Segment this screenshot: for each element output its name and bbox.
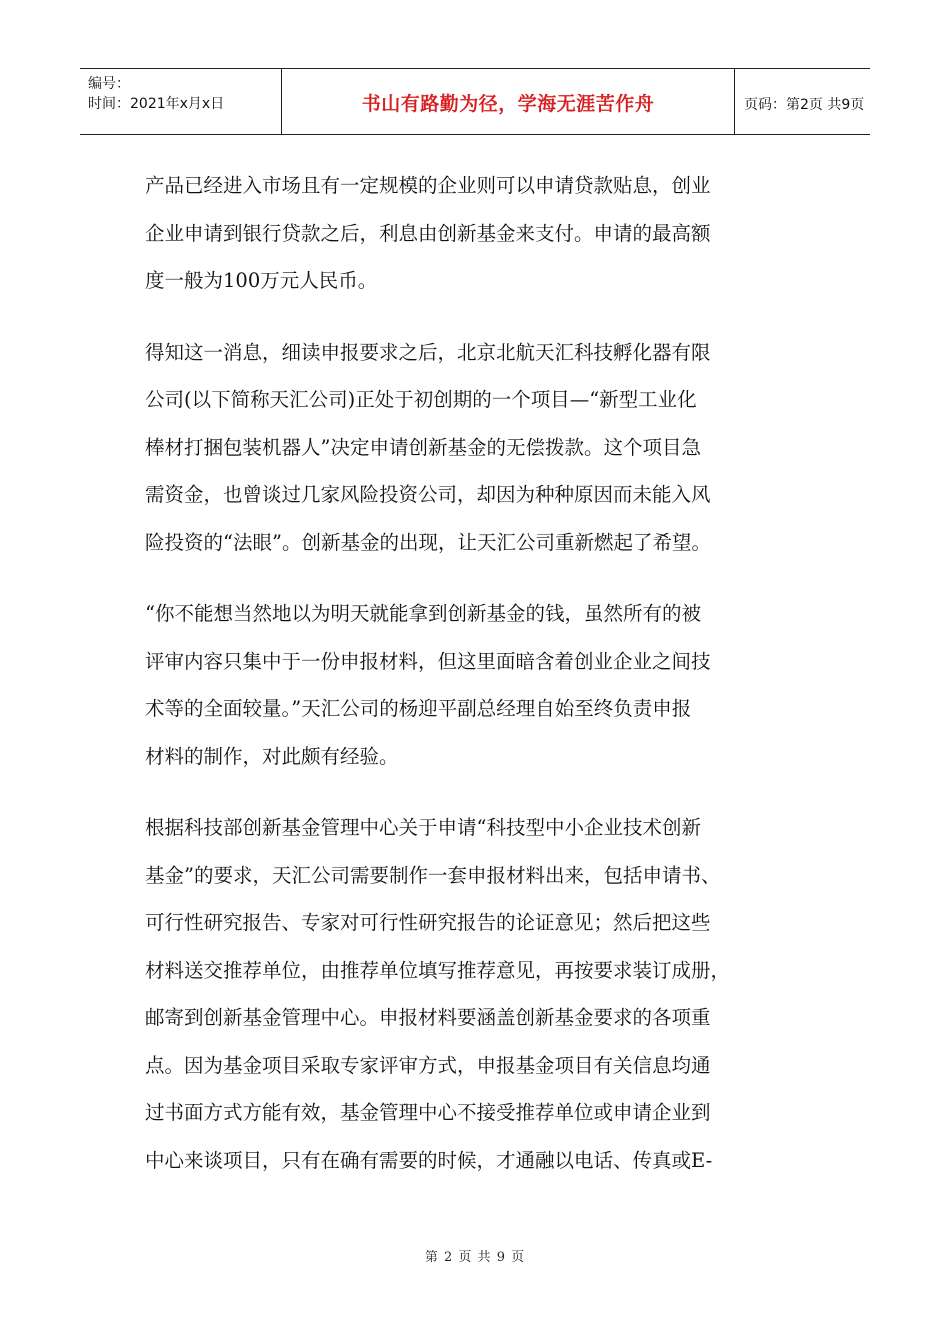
text-line: 产品已经进入市场且有一定规模的企业则可以申请贷款贴息，创业 [145,174,711,197]
text-line: 邮寄到创新基金管理中心。申报材料要涵盖创新基金要求的各项重 [145,1006,711,1029]
text-line: 公司(以下简称天汇公司)正处于初创期的一个项目—“新型工业化 [145,388,697,411]
header-page-code: 页码：第2页 共9页 [744,97,865,113]
text-line: 材料送交推荐单位，由推荐单位填写推荐意见，再按要求装订成册， [145,958,731,982]
text-line: 术等的全面较量。”天汇公司的杨迎平副总经理自始至终负责申报 [145,697,692,720]
text-line: “你不能想当然地以为明天就能拿到创新基金的钱，虽然所有的被 [145,602,701,625]
text-line: 基金”的要求，天汇公司需要制作一套申报材料出来，包括申请书、 [145,863,721,887]
text-line: 棒材打捆包装机器人”决定申请创新基金的无偿拨款。这个项目急 [145,435,701,459]
document-body [145,162,810,1208]
text-line: 得知这一消息，细读申报要求之后，北京北航天汇科技孵化器有限 [145,340,711,364]
text-line: 企业申请到银行贷款之后，利息由创新基金来支付。申请的最高额 [145,221,711,245]
text-line: 险投资的“法眼”。创新基金的出现，让天汇公司重新燃起了希望。 [145,530,711,554]
page-header [80,68,870,135]
text-line: 点。因为基金项目采取专家评审方式，申报基金项目有关信息均通 [145,1053,711,1077]
text-line: 中心来谈项目，只有在确有需要的时候，才通融以电话、传真或E- [145,1148,713,1172]
header-motto-cell [282,69,735,134]
text-line: 可行性研究报告、专家对可行性研究报告的论证意见；然后把这些 [145,911,711,934]
page-footer: 第 2 页 共 9 页 [424,1250,526,1265]
text-line: 评审内容只集中于一份申报材料，但这里面暗含着创业企业之间技 [145,649,711,673]
paragraph [145,162,810,305]
serial-number-label: 编号： [88,76,130,92]
date-label: 时间：2021年x月x日 [88,96,225,112]
text-line: 根据科技部创新基金管理中心关于申请“科技型中小企业技术创新 [145,816,701,839]
header-motto: 书山有路勤为径，学海无涯苦作舟 [361,93,655,115]
header-page-cell [735,69,870,134]
paragraph [145,590,810,780]
text-line: 需资金，也曾谈过几家风险投资公司，却因为种种原因而未能入风 [145,483,711,506]
paragraph [145,329,810,567]
text-line: 材料的制作，对此颇有经验。 [145,744,399,768]
header-meta-cell [80,69,282,134]
text-line: 度一般为100万元人民币。 [145,269,378,292]
paragraph [145,804,810,1184]
text-line: 过书面方式方能有效，基金管理中心不接受推荐单位或申请企业到 [145,1101,711,1124]
